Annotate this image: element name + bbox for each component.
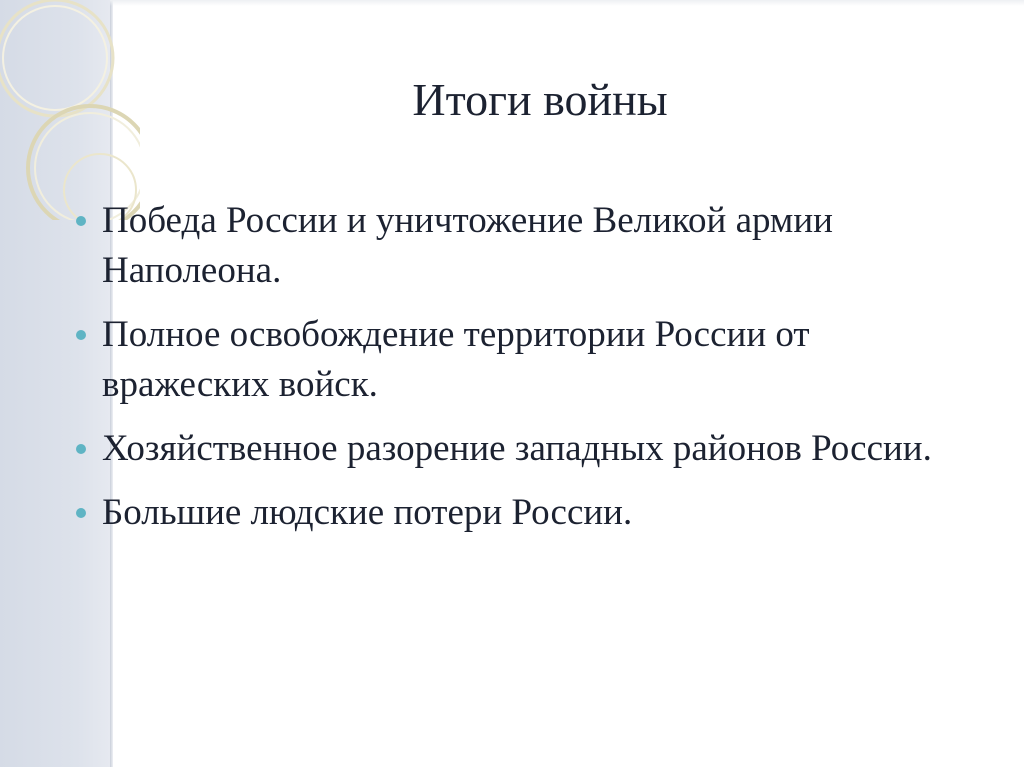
decorative-rings bbox=[0, 0, 140, 220]
list-item bbox=[72, 196, 972, 296]
ring-large-inner bbox=[3, 6, 107, 110]
top-shadow bbox=[110, 0, 1024, 6]
bullet-dot-icon bbox=[76, 330, 86, 340]
ring-large-outer bbox=[0, 0, 113, 116]
bullet-list bbox=[72, 196, 972, 552]
bullet-dot-icon bbox=[76, 508, 86, 518]
bullet-dot-icon bbox=[76, 444, 86, 454]
list-item bbox=[72, 424, 972, 474]
list-item bbox=[72, 310, 972, 410]
bullet-text: Большие людские потери России. bbox=[102, 492, 633, 533]
bullet-text: Хозяйственное разорение западных районов России. bbox=[102, 428, 932, 469]
bullet-text: Победа России и уничтожение Великой армии Наполеона. bbox=[102, 200, 833, 291]
bullet-text: Полное освобождение территории России от вражеских войск. bbox=[102, 314, 810, 405]
bullet-dot-icon bbox=[76, 216, 86, 226]
slide-title: Итоги войны bbox=[412, 74, 668, 125]
list-item bbox=[72, 488, 972, 538]
